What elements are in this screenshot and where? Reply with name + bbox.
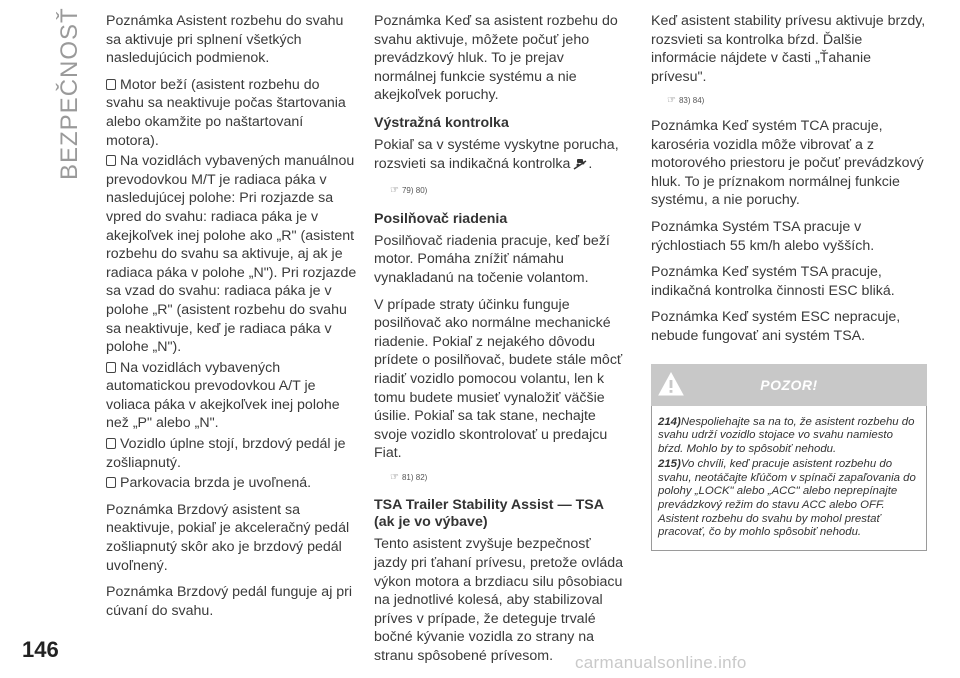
paragraph: Poznámka Asistent rozbehu do svahu sa aktivuje pri splnení všetkých nasledujúcich podmienok. <box>106 13 344 67</box>
checkbox-bullet-icon <box>106 79 116 90</box>
paragraph: Keď asistent stability prívesu aktivuje brzdy, rozsvieti sa kontrolka bŕzd. Ďalšie informácie nájdete v časti „Ťahanie prívesu". <box>651 13 926 85</box>
reference-marker <box>390 469 626 488</box>
warning-item-number: 214) <box>658 415 681 428</box>
warning-item <box>658 458 920 540</box>
column-1 <box>106 12 358 628</box>
reference-numbers: 81) 82) <box>401 472 428 482</box>
heading-power-steering: Posilňovač riadenia <box>374 210 508 227</box>
heading-warning-lamp: Výstražná kontrolka <box>374 114 509 131</box>
pointing-hand-icon: ☞ <box>390 471 399 483</box>
pointing-hand-icon: ☞ <box>390 185 399 197</box>
warning-body <box>651 406 927 551</box>
paragraph: Poznámka Brzdový pedál funguje aj pri cúvaní do svahu. <box>106 584 353 619</box>
checkbox-bullet-icon <box>106 362 116 373</box>
hill-start-warning-lamp-icon <box>572 157 588 177</box>
warning-item-text: Vo chvíli, keď pracuje asistent rozbehu do svahu, neotáčajte kľúčom v spínači zapaľovania do polohy „LOCK" alebo „ACC" alebo neprepínajte prevádzkový režim do stavu ACC alebo OFF. Asistent rozbehu do svahu by mohol prestať pracovať, čo by mohlo spôsobiť nehodu. <box>658 458 916 539</box>
list-item-text: Motor beží (asistent rozbehu do svahu sa neaktivuje počas štartovania alebo okamžite po naštartovaní motora). <box>106 76 346 149</box>
paragraph: Poznámka Keď systém ESC nepracuje, nebude fungovať ani systém TSA. <box>651 309 901 344</box>
paragraph: Poznámka Keď sa asistent rozbehu do svahu aktivuje, môžete počuť jeho prevádzkový hluk. To je prejav normálnej funkcie systému a nie akejkoľvek poruchy. <box>374 13 618 104</box>
reference-marker <box>667 92 927 111</box>
list-item-text: Parkovacia brzda je uvoľnená. <box>120 475 312 492</box>
checkbox-bullet-icon <box>106 477 116 488</box>
section-title-vertical: BEZPEČNOSŤ <box>56 7 83 180</box>
checkbox-bullet-icon <box>106 438 116 449</box>
warning-box <box>651 364 927 551</box>
paragraph: Poznámka Keď systém TCA pracuje, karoséria vozidla môže vibrovať a z motorového priestoru je počuť prevádzkový hluk. To je príznakom normálnej funkcie systému, a nie poruchy. <box>651 117 924 209</box>
warning-title: POZOR! <box>760 376 818 393</box>
list-item <box>106 359 358 433</box>
column-2 <box>374 12 626 674</box>
list-item <box>106 76 358 150</box>
page-number: 146 <box>22 637 59 662</box>
list-item <box>106 474 358 493</box>
paragraph: Poznámka Systém TSA pracuje v rýchlostiach 55 km/h alebo vyšších. <box>651 218 875 254</box>
paragraph-end: . <box>588 155 593 172</box>
list-item-text: Na vozidlách vybavených manuálnou prevodovkou M/T je radiaca páka v nasledujúcej polohe: Pri rozjazde sa vpred do svahu: radiaca páka je v akejkoľvek inej polohe ako „R" (asistent rozbehu do svahu sa aktivuje, aj ak je radiaca páka v polohe „N"). Pri rozjazde sa vzad do svahu: radiaca páka je v polohe „R" (asistent rozbehu do svahu sa neaktivuje, keď je radiaca páka v polohe „N"). <box>106 153 357 356</box>
paragraph <box>374 136 626 176</box>
list-item-text: Vozidlo úplne stojí, brzdový pedál je zošliapnutý. <box>106 436 346 471</box>
paragraph: V prípade straty účinku funguje posilňovač ako normálne mechanické riadenie. Pokiaľ z nejakého dôvodu prídete o posilňovač, budete stále môcť riadiť vozidlo pomocou volantu, len k tomu budete musieť vynaložiť väčšie úsilie. Pokiaľ sa tak stane, nechajte svoje vozidlo skontrolovať u predajcu Fiat. <box>374 296 623 462</box>
paragraph-text: Pokiaľ sa v systéme vyskytne porucha, rozsvieti sa indikačná kontrolka <box>374 136 619 172</box>
paragraph: Poznámka Brzdový asistent sa neaktivuje, pokiaľ je akceleračný pedál zošliapnutý skôr ako je brzdový pedál uvoľnený. <box>106 501 350 574</box>
reference-marker <box>390 182 626 201</box>
reference-numbers: 79) 80) <box>401 186 428 196</box>
warning-item-number: 215) <box>658 458 681 471</box>
list-item-text: Na vozidlách vybavených automatickou prevodovkou A/T je voliaca páka v akejkoľvek inej polohe než „P" alebo „N". <box>106 359 340 432</box>
column-3 <box>651 12 927 551</box>
paragraph: Posilňovač riadenia pracuje, keď beží motor. Pomáha znížiť námahu vynakladanú na točenie volantom. <box>374 232 610 286</box>
reference-numbers: 83) 84) <box>678 96 705 106</box>
list-item <box>106 152 358 357</box>
paragraph: Tento asistent zvyšuje bezpečnosť jazdy pri ťahaní prívesu, pretože ovláda výkon motora a brzdiacu silu pôsobiacu na jednotlivé kolesá, aby stabilizoval príves v prípade, že deteguje trvalé bočné kývanie vozidla zo strany na stranu spôsobené prívesom. <box>374 536 624 665</box>
watermark: carmanualsonline.info <box>575 653 747 672</box>
paragraph: Poznámka Keď systém TSA pracuje, indikačná kontrolka činnosti ESC bliká. <box>651 264 895 299</box>
warning-item-text: Nespoliehajte sa na to, že asistent rozbehu do svahu udrží vozidlo stojace vo svahu namiesto bŕzd. Mohlo by to spôsobiť nehodu. <box>658 415 915 455</box>
pointing-hand-icon: ☞ <box>667 95 676 107</box>
checkbox-bullet-icon <box>106 155 116 166</box>
heading-tsa: TSA Trailer Stability Assist — TSA (ak je vo výbave) <box>374 497 604 531</box>
warning-item <box>658 416 920 457</box>
warning-header <box>651 364 927 406</box>
list-item <box>106 435 358 472</box>
